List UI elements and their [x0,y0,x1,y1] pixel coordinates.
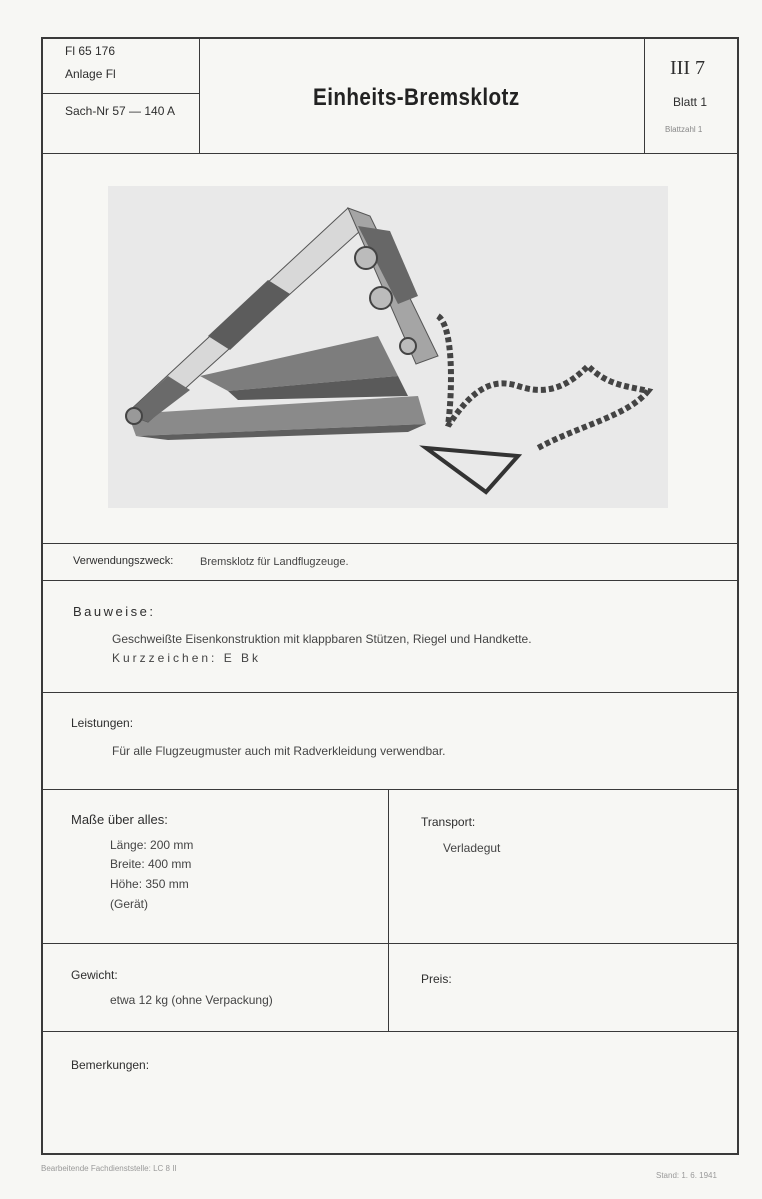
page-title: Einheits-Bremsklotz [313,84,520,111]
construction-top-border [41,580,739,581]
header-divider [41,153,739,154]
transport-value: Verladegut [443,841,501,855]
dimension-note: (Gerät) [110,897,149,911]
sheet-number: Blatt 1 [673,95,708,109]
purpose-value: Bremsklotz für Landflugzeuge. [200,556,349,568]
dimensions-top-border [41,789,739,790]
item-number: Sach-Nr 57 — 140 A [65,104,176,118]
header-left-divider [199,37,200,154]
dimension-length: Länge: 200 mm [110,838,194,852]
performance-label: Leistungen: [71,716,134,730]
footer-date: Stand: 1. 6. 1941 [656,1171,717,1180]
section-number: III 7 [670,57,705,79]
weight-label: Gewicht: [71,968,118,982]
price-label: Preis: [421,972,452,986]
header-right-divider [644,37,645,154]
remarks-label: Bemerkungen: [71,1058,150,1072]
transport-label: Transport: [421,815,476,829]
dimension-height: Höhe: 350 mm [110,877,189,891]
wheel-chock-photo [108,186,668,508]
wheel-chock-photo-icon [108,186,668,508]
performance-value: Für alle Flugzeugmuster auch mit Radverkleidung verwendbar. [112,744,446,758]
dimensions-label: Maße über alles: [71,812,168,827]
header-left-subdivider [43,93,199,94]
middle-column-divider [388,789,389,1031]
purpose-label: Verwendungszweck: [73,555,174,567]
remarks-top-border [41,1031,739,1032]
weight-top-border [41,943,739,944]
construction-description: Geschweißte Eisenkonstruktion mit klappbaren Stützen, Riegel und Handkette. [112,632,532,646]
weight-value: etwa 12 kg (ohne Verpackung) [110,993,273,1007]
sheet-count: Blattzahl 1 [665,125,703,134]
footer-office: Bearbeitende Fachdienststelle: LC 8 II [41,1164,177,1173]
construction-label: Bauweise: [73,604,156,619]
doc-number: Fl 65 176 [65,44,116,58]
performance-top-border [41,692,739,693]
annex-label: Anlage Fl [65,67,116,81]
construction-code: Kurzzeichen: E Bk [112,651,262,665]
dimension-width: Breite: 400 mm [110,857,192,871]
purpose-top-border [41,543,739,544]
